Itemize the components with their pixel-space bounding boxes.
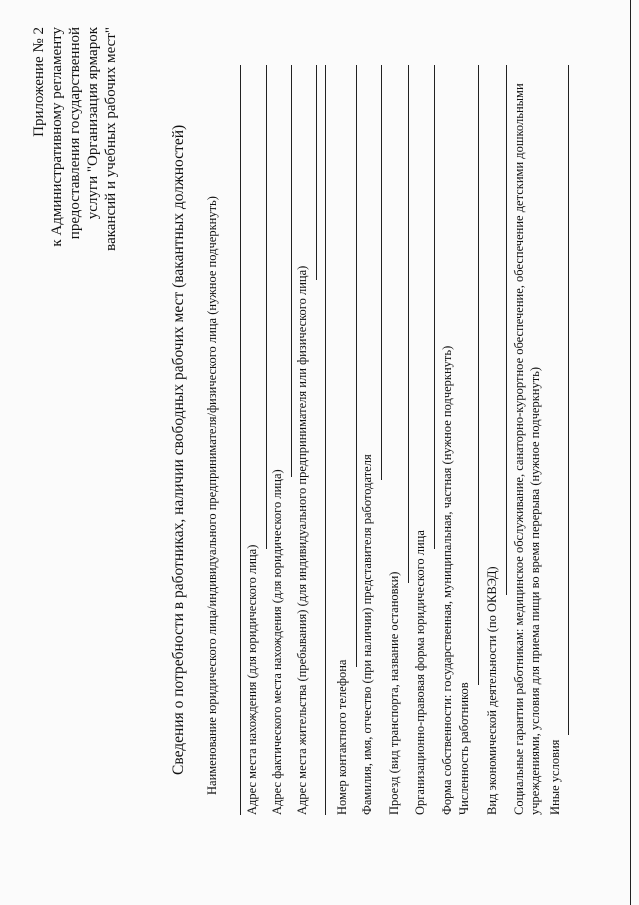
appendix-provision: предоставления государственной bbox=[67, 27, 83, 240]
employer-name-label: Наименование юридического лица/индивидуального предпринимателя/физического лица (нужное подчеркнуть) bbox=[205, 196, 219, 795]
social-guarantees-line1: Социальные гарантии работникам: медицинское обслуживание, санаторно-курортное обеспечение, обеспечение детскими дошкольными bbox=[512, 83, 526, 815]
residence-address-line bbox=[316, 65, 317, 280]
appendix-service: услуги "Организация ярмарок bbox=[85, 27, 101, 220]
transport-label: Проезд (вид транспорта, название остановки) bbox=[387, 571, 401, 815]
appendix-regulation: к Административному регламенту bbox=[49, 27, 65, 247]
activity-label: Вид экономической деятельности (по ОКВЭД) bbox=[485, 566, 499, 815]
headcount-line bbox=[478, 65, 479, 685]
legal-form-label: Организационно-правовая форма юридического лица bbox=[413, 530, 427, 815]
phone-label: Номер контактного телефона bbox=[335, 659, 349, 815]
phone-line bbox=[356, 65, 357, 667]
activity-line bbox=[506, 65, 507, 595]
legal-address-line bbox=[266, 65, 267, 549]
other-conditions-label: Иные условия bbox=[548, 739, 562, 815]
transport-line bbox=[408, 65, 409, 583]
ownership-label: Форма собственности: государственная, муниципальная, частная (нужное подчеркнуть) bbox=[440, 345, 454, 815]
actual-address-label: Адрес фактического места нахождения (для юридического лица) bbox=[270, 469, 284, 815]
appendix-service-cont: вакансий и учебных рабочих мест" bbox=[103, 27, 119, 251]
employer-name-line bbox=[240, 65, 241, 815]
actual-address-line bbox=[291, 65, 292, 477]
appendix-number: Приложение № 2 bbox=[31, 27, 47, 137]
residence-address-label: Адрес места жительства (пребывания) (для индивидуального предпринимателя или физического лица) bbox=[295, 265, 309, 815]
representative-label: Фамилия, имя, отчество (при наличии) представителя работодателя bbox=[360, 454, 374, 815]
scan-edge bbox=[630, 0, 631, 905]
headcount-label: Численность работников bbox=[457, 682, 471, 815]
separator-line bbox=[325, 65, 326, 815]
form-title: Сведения о потребности в работниках, наличии свободных рабочих мест (вакантных должностей) bbox=[170, 124, 187, 775]
social-guarantees-line2: учреждениями, условия для приема пищи во время перерыва (нужное подчеркнуть) bbox=[528, 366, 542, 815]
legal-form-line bbox=[434, 65, 435, 549]
legal-address-label: Адрес места нахождения (для юридического лица) bbox=[245, 544, 259, 815]
appendix-block bbox=[30, 27, 120, 313]
representative-line bbox=[381, 65, 382, 480]
other-conditions-line bbox=[568, 65, 569, 735]
